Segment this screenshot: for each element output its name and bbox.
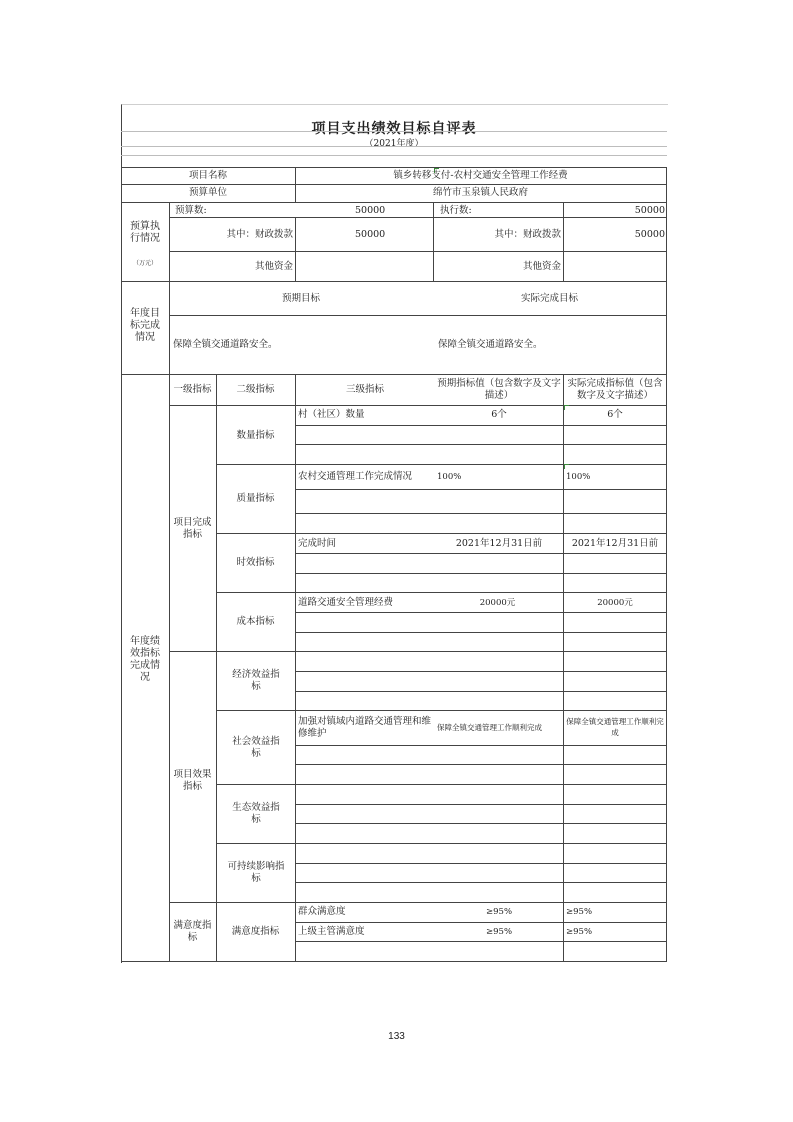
sub-social-label: 社会效益指标: [232, 736, 280, 759]
budget-unit-note: （万元）: [132, 260, 157, 267]
header-rule-2: [121, 146, 667, 147]
row-line: [295, 823, 667, 824]
cost-expected-value: 20000元: [479, 598, 516, 608]
timeliness-indicator-name: 完成时间: [298, 538, 337, 549]
quality-actual-value: 100%: [566, 472, 591, 482]
row-line: [169, 405, 667, 406]
row-line: [216, 464, 667, 465]
row-line: [295, 553, 667, 554]
row-line: [295, 444, 667, 445]
sub-cost-label: 成本指标: [236, 616, 275, 627]
budget-amount-label: 预算数:: [175, 205, 207, 216]
exec-amount-label: 执行数:: [440, 205, 472, 216]
public-satisfaction-actual: ≥95%: [566, 907, 593, 917]
quantity-actual-value: 6个: [607, 409, 623, 420]
row-line: [216, 710, 667, 711]
page-subtitle: （2021年度）: [364, 139, 424, 149]
row-line: [295, 573, 667, 574]
quantity-indicator-name: 村（社区）数量: [298, 409, 365, 420]
col-line: [295, 217, 296, 281]
cost-indicator-name: 道路交通安全管理经费: [298, 597, 394, 608]
header-rule-3: [121, 155, 667, 156]
row-line: [169, 315, 667, 316]
project-name-label: 项目名称: [188, 170, 227, 181]
header-level1: 一级指标: [173, 384, 212, 395]
fiscal-value-2: 50000: [634, 229, 665, 240]
header-actual: 实际完成指标值（包含数字及文字描述）: [567, 378, 663, 401]
other-funds-label-1: 其他资金: [254, 261, 293, 272]
sub-sustainable-label: 可持续影响指标: [227, 861, 285, 884]
timeliness-actual-value: 2021年12月31日前: [571, 538, 659, 549]
supervisor-satisfaction-actual: ≥95%: [566, 927, 593, 937]
row-line: [121, 374, 667, 375]
row-line: [295, 804, 667, 805]
timeliness-expected-value: 2021年12月31日前: [455, 538, 543, 549]
header-level2: 二级指标: [236, 384, 275, 395]
row-line: [216, 784, 667, 785]
row-line: [295, 764, 667, 765]
col-line: [295, 374, 296, 962]
other-funds-label-2: 其他资金: [522, 261, 561, 272]
cost-actual-value: 20000元: [597, 598, 633, 608]
fiscal-label-2: 其中：财政拨款: [494, 229, 561, 240]
budget-unit-value: 绵竹市玉泉镇人民政府: [432, 187, 528, 198]
budget-amount-value: 50000: [355, 205, 386, 216]
row-line: [295, 489, 667, 490]
public-satisfaction-expected: ≥95%: [486, 907, 513, 917]
group-effect-label: 项目效果指标: [173, 769, 212, 792]
budget-unit-label: 预算单位: [188, 187, 227, 198]
row-line: [295, 863, 667, 864]
header-rule-4: [121, 167, 667, 168]
supervisor-satisfaction-expected: ≥95%: [486, 927, 513, 937]
row-line: [216, 592, 667, 593]
row-line: [295, 941, 667, 942]
cell-marker: [564, 464, 569, 469]
row-line: [295, 513, 667, 514]
table-right-border: [666, 167, 667, 962]
public-satisfaction-name: 群众满意度: [298, 906, 346, 917]
social-expected-value: 保障全镇交通管理工作顺利完成: [437, 723, 542, 732]
table-bottom-line: [121, 961, 667, 962]
budget-section-label: 预算执行情况: [130, 221, 160, 244]
supervisor-satisfaction-name: 上级主管满意度: [298, 926, 365, 937]
expected-goal-text: 保障全镇交通道路安全。: [173, 339, 278, 350]
page-title: 项目支出绩效目标自评表: [311, 121, 477, 137]
annual-goal-section-label: 年度目标完成情况: [130, 308, 160, 343]
expected-goal-header: 预期目标: [281, 293, 320, 304]
group-satisfaction-label: 满意度指标: [173, 920, 212, 943]
row-line: [169, 217, 667, 218]
sub-ecological-label: 生态效益指标: [232, 802, 280, 825]
row-line: [169, 651, 667, 652]
sub-economic-label: 经济效益指标: [232, 669, 280, 692]
row-line: [169, 902, 667, 903]
indicators-section-label: 年度绩效指标完成情况: [130, 636, 160, 683]
row-line: [295, 671, 667, 672]
row-line: [121, 281, 667, 282]
sub-quality-label: 质量指标: [236, 493, 275, 504]
row-line: [121, 184, 667, 185]
row-line: [295, 745, 667, 746]
header-level3: 三级指标: [345, 384, 384, 395]
row-line: [169, 251, 667, 252]
group-completion-label: 项目完成指标: [173, 517, 212, 540]
quantity-expected-value: 6个: [491, 409, 507, 420]
social-actual-value: 保障全镇交通管理工作顺利完成: [566, 717, 664, 737]
social-indicator-name: 加强对镇域内道路交通管理和维修维护: [298, 716, 432, 739]
fiscal-label-1: 其中：财政拨款: [226, 229, 293, 240]
row-line: [121, 202, 667, 203]
fiscal-value-1: 50000: [355, 229, 386, 240]
row-line: [295, 425, 667, 426]
row-line: [216, 533, 667, 534]
row-line: [216, 843, 667, 844]
actual-goal-text: 保障全镇交通道路安全。: [438, 339, 543, 350]
col-line: [216, 374, 217, 962]
row-line: [295, 632, 667, 633]
quality-expected-value: 100%: [437, 472, 462, 482]
row-line: [295, 612, 667, 613]
header-expected: 预期指标值（包含数字及文字描述）: [437, 378, 561, 401]
header-rule-1: [121, 131, 667, 132]
sub-timeliness-label: 时效指标: [236, 557, 275, 568]
row-line: [295, 922, 667, 923]
row-line: [295, 882, 667, 883]
quality-indicator-name: 农村交通管理工作完成情况: [298, 471, 413, 482]
col-line: [563, 374, 564, 962]
row-line: [295, 691, 667, 692]
actual-goal-header: 实际完成目标: [520, 293, 578, 304]
page-number: 133: [388, 1031, 405, 1042]
project-name-value: 镇乡转移支付-农村交通安全管理工作经费: [393, 170, 568, 181]
col-line: [169, 202, 170, 962]
sub-satisfaction-label: 满意度指标: [231, 926, 280, 937]
sub-quantity-label: 数量指标: [236, 430, 275, 441]
exec-amount-value: 50000: [634, 205, 665, 216]
